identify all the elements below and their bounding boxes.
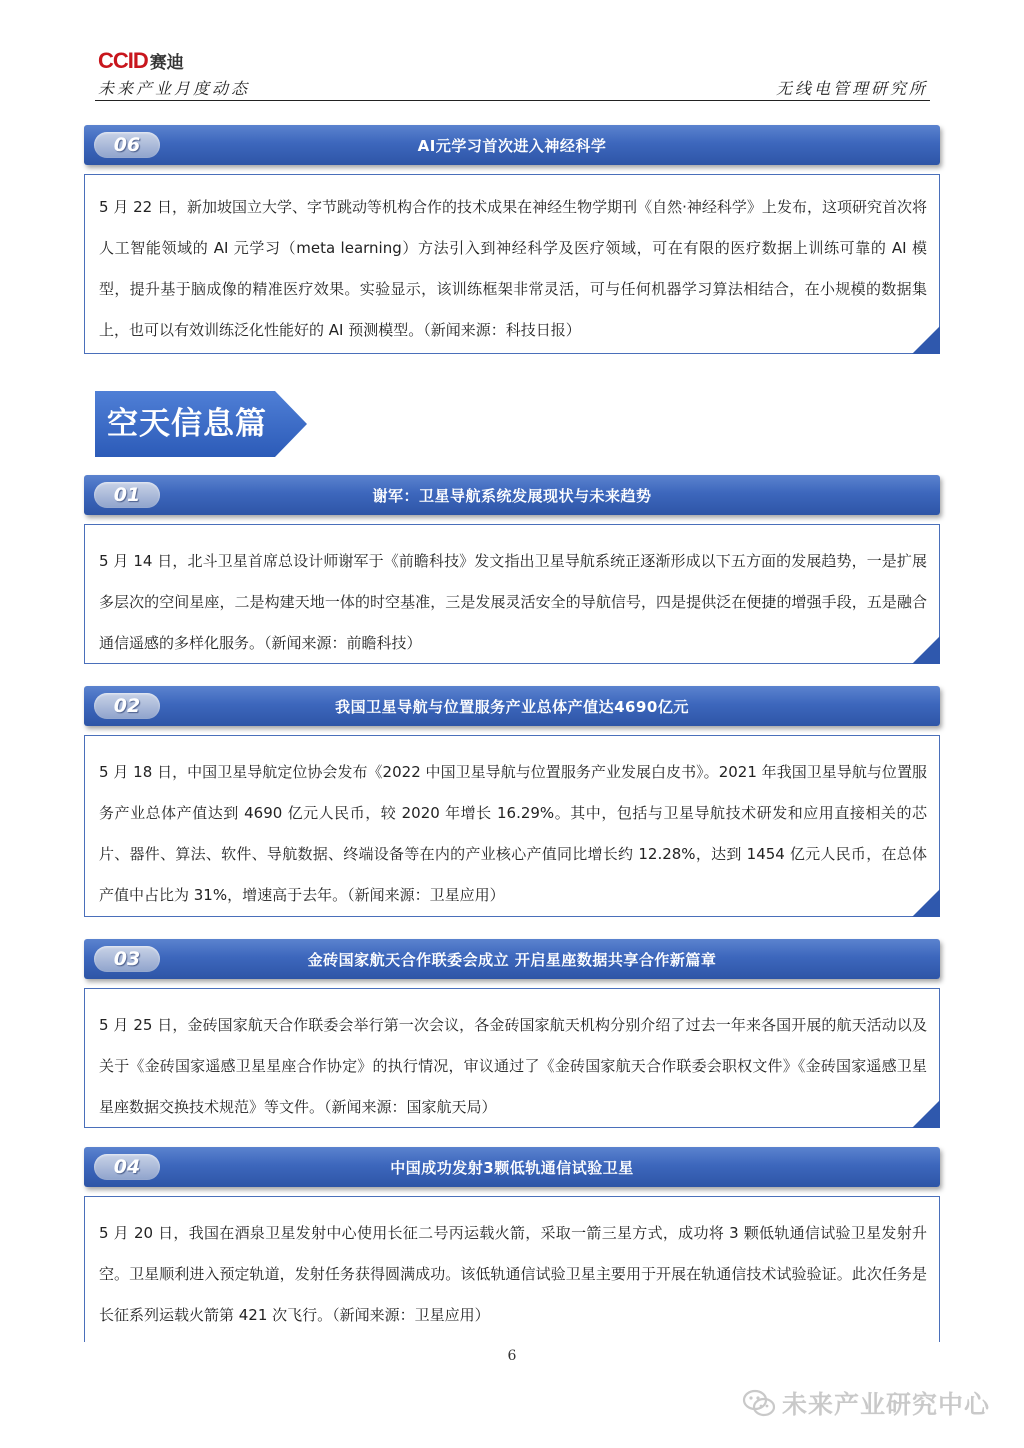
news-body-box: [84, 735, 940, 917]
news-body-box: [84, 988, 940, 1128]
news-item-04: [84, 1147, 940, 1342]
news-title-bar: [84, 125, 940, 165]
section-title: 空天信息篇: [107, 406, 267, 442]
news-number-badge: 04: [94, 1154, 160, 1180]
logo-mark: CCID: [98, 48, 148, 73]
section-banner: [95, 391, 307, 457]
news-body-box: [84, 174, 940, 354]
news-title: 谢军：卫星导航系统发展现状与未来趋势: [372, 486, 652, 505]
news-number-badge: 01: [94, 482, 160, 508]
news-title-bar: [84, 1147, 940, 1187]
news-body-text: 5 月 18 日，中国卫星导航定位协会发布《2022 中国卫星导航与位置服务产业发展白皮书》。2021 年我国卫星导航与位置服务产业总体产值达到 4690 亿元人民币，较 2020 年增长 16.29%。其中，包括与卫星导航技术研发和应用直接相关的芯片、器件、算法、软件、导航数据、终端设备等在内的产业核心产值同比增长约 12.28%，达到 1454 亿元人民币，在总体产值中占比为 31%，增速高于去年。（新闻来源：卫星应用）: [99, 763, 927, 904]
watermark-text: 未来产业研究中心: [781, 1390, 990, 1419]
news-item-06: [84, 125, 940, 354]
news-title: 金砖国家航天合作联委会成立 开启星座数据共享合作新篇章: [307, 950, 717, 969]
corner-triangle: [912, 636, 940, 664]
news-title: AI元学习首次进入神经科学: [417, 136, 607, 155]
news-item-01: [84, 475, 940, 664]
publication-title: 未来产业月度动态: [98, 79, 251, 98]
page-number: 6: [507, 1348, 517, 1364]
news-body-box: [84, 524, 940, 664]
news-title: 我国卫星导航与位置服务产业总体产值达4690亿元: [335, 697, 689, 716]
institute-name: 无线电管理研究所: [775, 79, 928, 98]
corner-triangle: [912, 326, 940, 354]
news-title-bar: [84, 475, 940, 515]
watermark: [742, 1385, 990, 1421]
news-body-text: 5 月 22 日，新加坡国立大学、字节跳动等机构合作的技术成果在神经生物学期刊《自然·神经科学》上发布，这项研究首次将人工智能领域的 AI 元学习（meta learning）方法引入到神经科学及医疗领域，可在有限的医疗数据上训练可靠的 AI 模型，提升基于脑成像的精准医疗效果。实验显示，该训练框架非常灵活，可与任何机器学习算法相结合，在小规模的数据集上，也可以有效训练泛化性能好的 AI 预测模型。（新闻来源：科技日报）: [99, 198, 927, 339]
news-number-badge: 03: [94, 946, 160, 972]
news-title-bar: [84, 939, 940, 979]
ccid-logo: [98, 48, 184, 74]
news-item-03: [84, 939, 940, 1128]
corner-triangle: [912, 1100, 940, 1128]
news-title: 中国成功发射3颗低轨通信试验卫星: [390, 1158, 634, 1177]
news-body-text: 5 月 20 日，我国在酒泉卫星发射中心使用长征二号丙运载火箭，采取一箭三星方式，成功将 3 颗低轨通信试验卫星发射升空。卫星顺利进入预定轨道，发射任务获得圆满成功。该低轨通信试验卫星主要用于开展在轨通信技术试验验证。此次任务是长征系列运载火箭第 421 次飞行。（新闻来源：卫星应用）: [99, 1224, 927, 1324]
news-title-bar: [84, 686, 940, 726]
news-body-text: 5 月 14 日，北斗卫星首席总设计师谢军于《前瞻科技》发文指出卫星导航系统正逐渐形成以下五方面的发展趋势，一是扩展多层次的空间星座，二是构建天地一体的时空基准，三是发展灵活安全的导航信号，四是提供泛在便捷的增强手段，五是融合通信遥感的多样化服务。（新闻来源：前瞻科技）: [99, 552, 927, 652]
news-number-badge: 06: [94, 132, 160, 158]
news-body-text: 5 月 25 日，金砖国家航天合作联委会举行第一次会议，各金砖国家航天机构分别介绍了过去一年来各国开展的航天活动以及关于《金砖国家遥感卫星星座合作协定》的执行情况，审议通过了《金砖国家航天合作联委会职权文件》《金砖国家遥感卫星星座数据交换技术规范》等文件。（新闻来源：国家航天局）: [99, 1016, 927, 1116]
news-body-box: [84, 1196, 940, 1342]
corner-triangle: [912, 889, 940, 917]
header-divider: [95, 100, 930, 101]
news-number-badge: 02: [94, 693, 160, 719]
wechat-icon: [742, 1388, 776, 1418]
logo-text: 赛迪: [149, 53, 184, 73]
news-item-02: [84, 686, 940, 917]
